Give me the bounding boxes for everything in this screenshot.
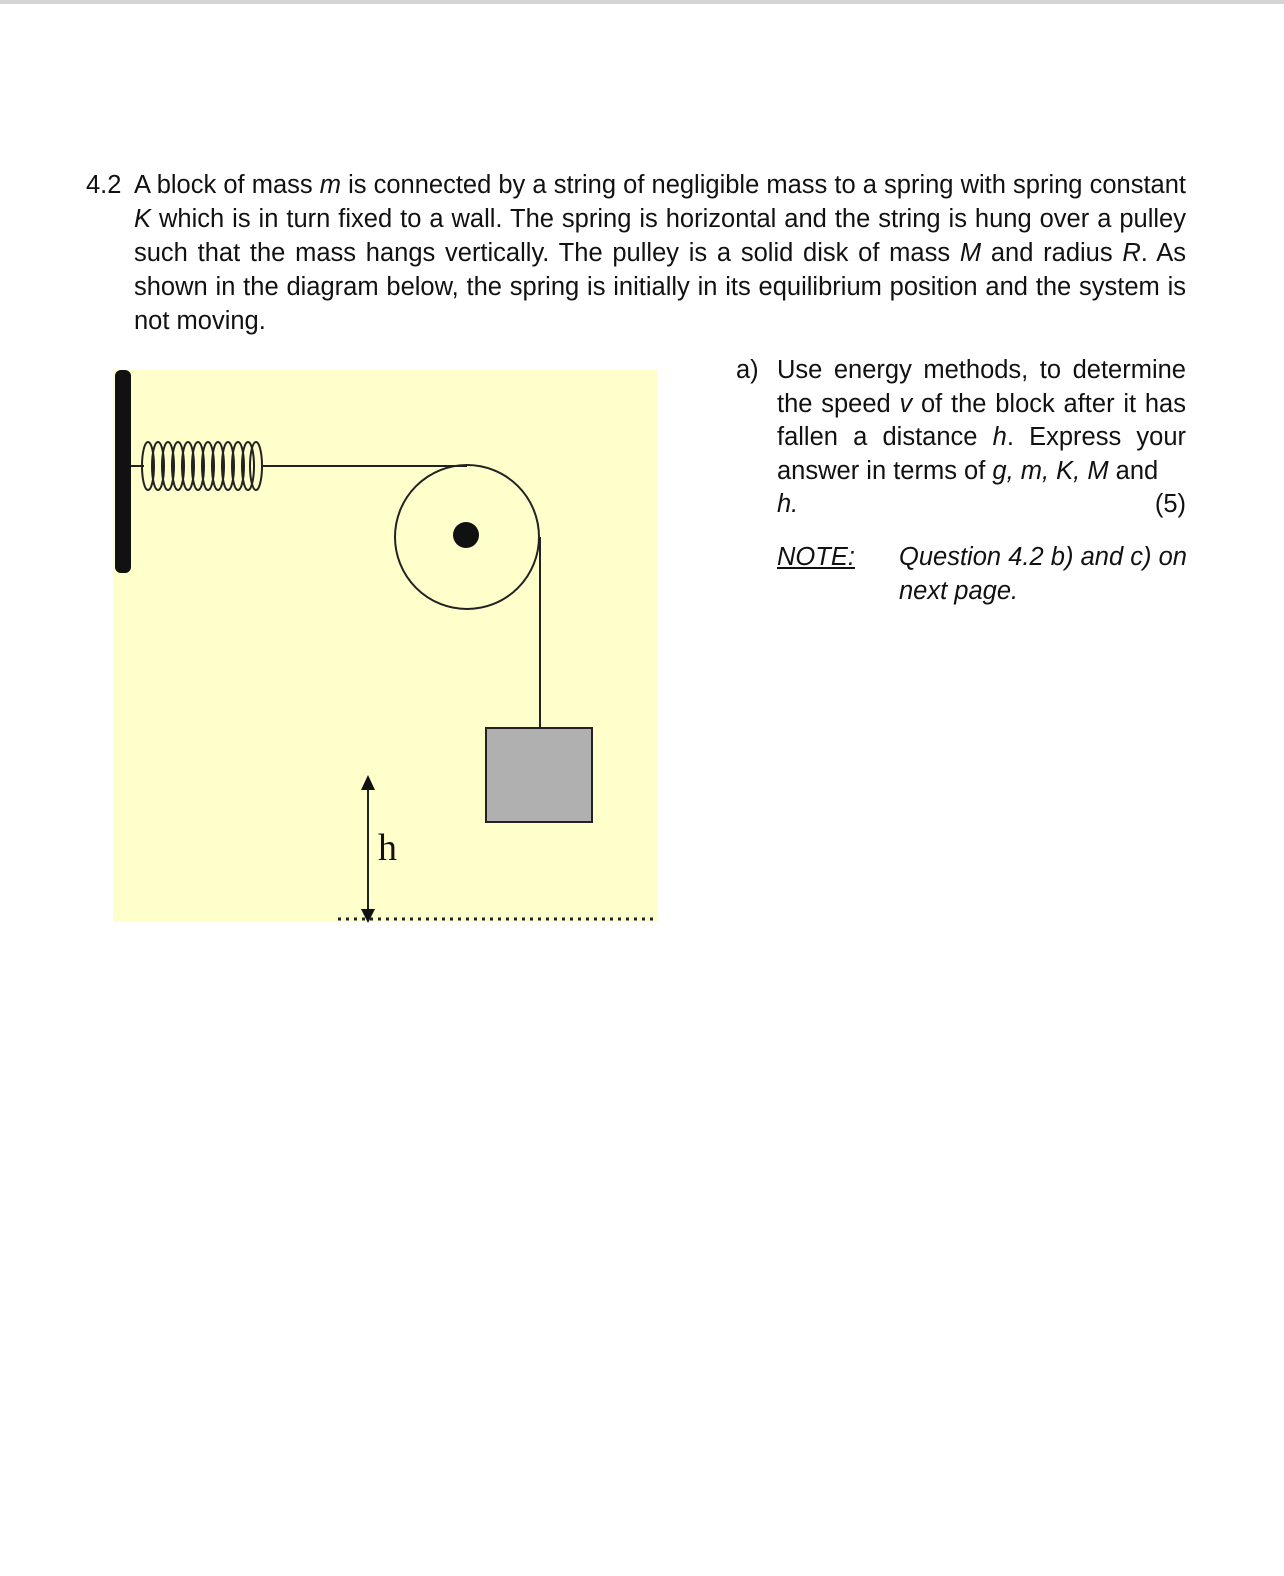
question-4-2 bbox=[86, 168, 1186, 338]
var-h: h bbox=[992, 423, 1007, 451]
hanging-block bbox=[486, 728, 592, 822]
wall bbox=[115, 370, 131, 573]
var-m: m bbox=[319, 171, 341, 199]
part-a bbox=[736, 354, 1186, 522]
part-a-label: a) bbox=[736, 356, 759, 384]
var-v: v bbox=[899, 389, 913, 418]
question-text: A block of mass m is connected by a string of negligible mass to a spring with spring constant K which is in turn fixed to a wall. The spring is horizontal and the string is hung over a pulley such that the mass hangs vertically. The pulley is a solid disk of mass M and radius R. As shown in the diagram below, the spring is initially in its equilibrium position and the system is not moving. bbox=[134, 171, 1186, 335]
top-border bbox=[0, 0, 1284, 4]
spring-pulley-diagram bbox=[108, 362, 664, 930]
height-label: h bbox=[378, 827, 397, 869]
var-M: M bbox=[959, 239, 982, 267]
var-R: R bbox=[1122, 239, 1141, 267]
var-h-final: h. bbox=[777, 490, 799, 518]
var-list: g, m, K, M bbox=[992, 456, 1109, 485]
var-K: K bbox=[134, 205, 152, 233]
note bbox=[777, 541, 1187, 608]
part-a-marks: (5) bbox=[1154, 490, 1186, 518]
note-text: Question 4.2 b) and c) on next page. bbox=[899, 543, 1187, 605]
question-number: 4.2 bbox=[86, 171, 122, 199]
note-label: NOTE: bbox=[777, 543, 855, 571]
pulley-axle bbox=[453, 522, 479, 548]
part-a-final-line bbox=[777, 488, 1186, 522]
part-a-text: Use energy methods, to determine the speed v of the block after it has fallen a distance h. Express your answer in terms of g, m, K, M and h. (5) bbox=[777, 354, 1186, 522]
